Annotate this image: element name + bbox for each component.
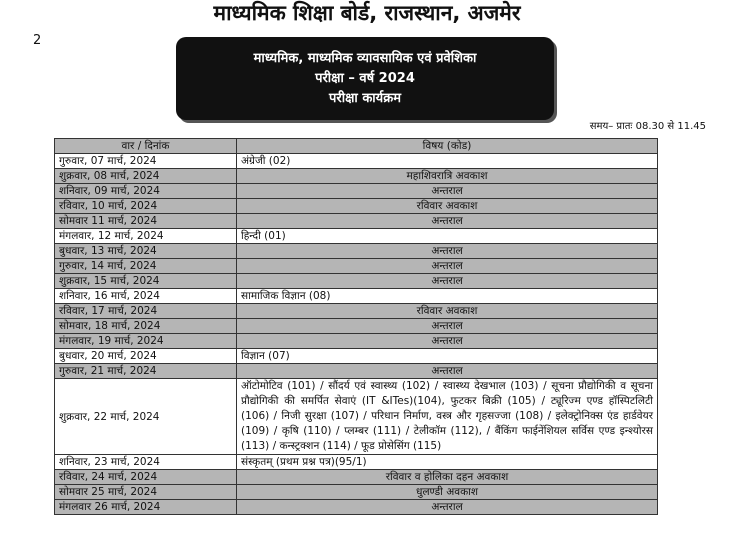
row-subject: अन्तराल [237, 259, 658, 274]
banner-line-1: माध्यमिक, माध्यमिक व्यावसायिक एवं प्रवेशिका [253, 50, 477, 66]
table-row [55, 229, 658, 244]
row-date: सोमवार 25 मार्च, 2024 [55, 485, 237, 500]
row-subject: अन्तराल [237, 500, 658, 515]
table-row [55, 199, 658, 214]
table-row [55, 214, 658, 229]
table-row [55, 349, 658, 364]
row-date: बुधवार, 13 मार्च, 2024 [55, 244, 237, 259]
row-date: शनिवार, 16 मार्च, 2024 [55, 289, 237, 304]
table-row [55, 169, 658, 184]
row-date: मंगलवार 26 मार्च, 2024 [55, 500, 237, 515]
row-subject: ऑटोमोटिव (101) / सौंदर्य एवं स्वास्थ्य (102) / स्वास्थ्य देखभाल (103) / सूचना प्रौद्योगिकी व सूचना प्रौद्योगिकी की समर्पित सेवाएं (IT &ITes)(104), फुटकर बिक्री (105) / ट्यूरिज्म एण्ड हॉस्पिटलिटी (106) / निजी सुरक्षा (107) / परिधान निर्माण, वस्त्र और गृहसज्जा (108) / इलेक्ट्रोनिक्स एंड हार्डवेयर (109) / कृषि (110) / प्लम्बर (111) / टेलीकॉम (112), / बैंकिंग फाईनेंशियल सर्विस एण्ड इन्श्योरस (113) / कन्स्ट्रक्शन (114) / फूड प्रोसेसिंग (115) [237, 379, 658, 455]
row-date: गुरुवार, 07 मार्च, 2024 [55, 154, 237, 169]
row-subject: महाशिवरात्रि अवकाश [237, 169, 658, 184]
row-date: बुधवार, 20 मार्च, 2024 [55, 349, 237, 364]
banner-line-2: परीक्षा – वर्ष 2024 [315, 70, 415, 86]
table-row [55, 485, 658, 500]
row-date: सोमवार, 18 मार्च, 2024 [55, 319, 237, 334]
table-row [55, 154, 658, 169]
row-subject: संस्कृतम् (प्रथम प्रश्न पत्र)(95/1) [237, 455, 658, 470]
page-number: 2 [33, 33, 42, 48]
table-row [55, 319, 658, 334]
table-header-row [55, 139, 658, 154]
row-date: शुक्रवार, 08 मार्च, 2024 [55, 169, 237, 184]
row-date: गुरुवार, 21 मार्च, 2024 [55, 364, 237, 379]
row-subject: धुलण्डी अवकाश [237, 485, 658, 500]
table-row [55, 184, 658, 199]
banner-line-3: परीक्षा कार्यक्रम [329, 90, 401, 106]
table-row [55, 470, 658, 485]
table-row [55, 259, 658, 274]
row-date: शुक्रवार, 22 मार्च, 2024 [55, 379, 237, 455]
row-date: मंगलवार, 19 मार्च, 2024 [55, 334, 237, 349]
row-date: शुक्रवार, 15 मार्च, 2024 [55, 274, 237, 289]
row-subject: रविवार व होलिका दहन अवकाश [237, 470, 658, 485]
row-subject: अन्तराल [237, 214, 658, 229]
header-date: वार / दिनांक [55, 139, 237, 154]
schedule-rows [55, 154, 658, 515]
time-note: समय– प्रातः 08.30 से 11.45 [589, 121, 706, 132]
row-subject: रविवार अवकाश [237, 304, 658, 319]
row-subject: अन्तराल [237, 184, 658, 199]
row-date: रविवार, 17 मार्च, 2024 [55, 304, 237, 319]
row-subject: रविवार अवकाश [237, 199, 658, 214]
header-subject: विषय (कोड) [237, 139, 658, 154]
board-title: माध्यमिक शिक्षा बोर्ड, राजस्थान, अजमेर [213, 1, 521, 25]
row-subject: अन्तराल [237, 364, 658, 379]
table-row [55, 289, 658, 304]
row-date: शनिवार, 23 मार्च, 2024 [55, 455, 237, 470]
row-subject: अन्तराल [237, 244, 658, 259]
table-row [55, 455, 658, 470]
table-row [55, 334, 658, 349]
row-date: शनिवार, 09 मार्च, 2024 [55, 184, 237, 199]
row-date: रविवार, 24 मार्च, 2024 [55, 470, 237, 485]
table-row [55, 274, 658, 289]
row-date: सोमवार 11 मार्च, 2024 [55, 214, 237, 229]
row-subject: विज्ञान (07) [237, 349, 658, 364]
row-subject: अन्तराल [237, 274, 658, 289]
row-subject: अन्तराल [237, 319, 658, 334]
table-row [55, 379, 658, 455]
table-row [55, 244, 658, 259]
table-row [55, 364, 658, 379]
row-date: गुरुवार, 14 मार्च, 2024 [55, 259, 237, 274]
row-subject: अंग्रेजी (02) [237, 154, 658, 169]
schedule-table [54, 138, 658, 515]
row-subject: अन्तराल [237, 334, 658, 349]
table-row [55, 500, 658, 515]
exam-banner [176, 37, 554, 120]
row-date: रविवार, 10 मार्च, 2024 [55, 199, 237, 214]
row-date: मंगलवार, 12 मार्च, 2024 [55, 229, 237, 244]
row-subject: हिन्दी (01) [237, 229, 658, 244]
row-subject: सामाजिक विज्ञान (08) [237, 289, 658, 304]
table-row [55, 304, 658, 319]
